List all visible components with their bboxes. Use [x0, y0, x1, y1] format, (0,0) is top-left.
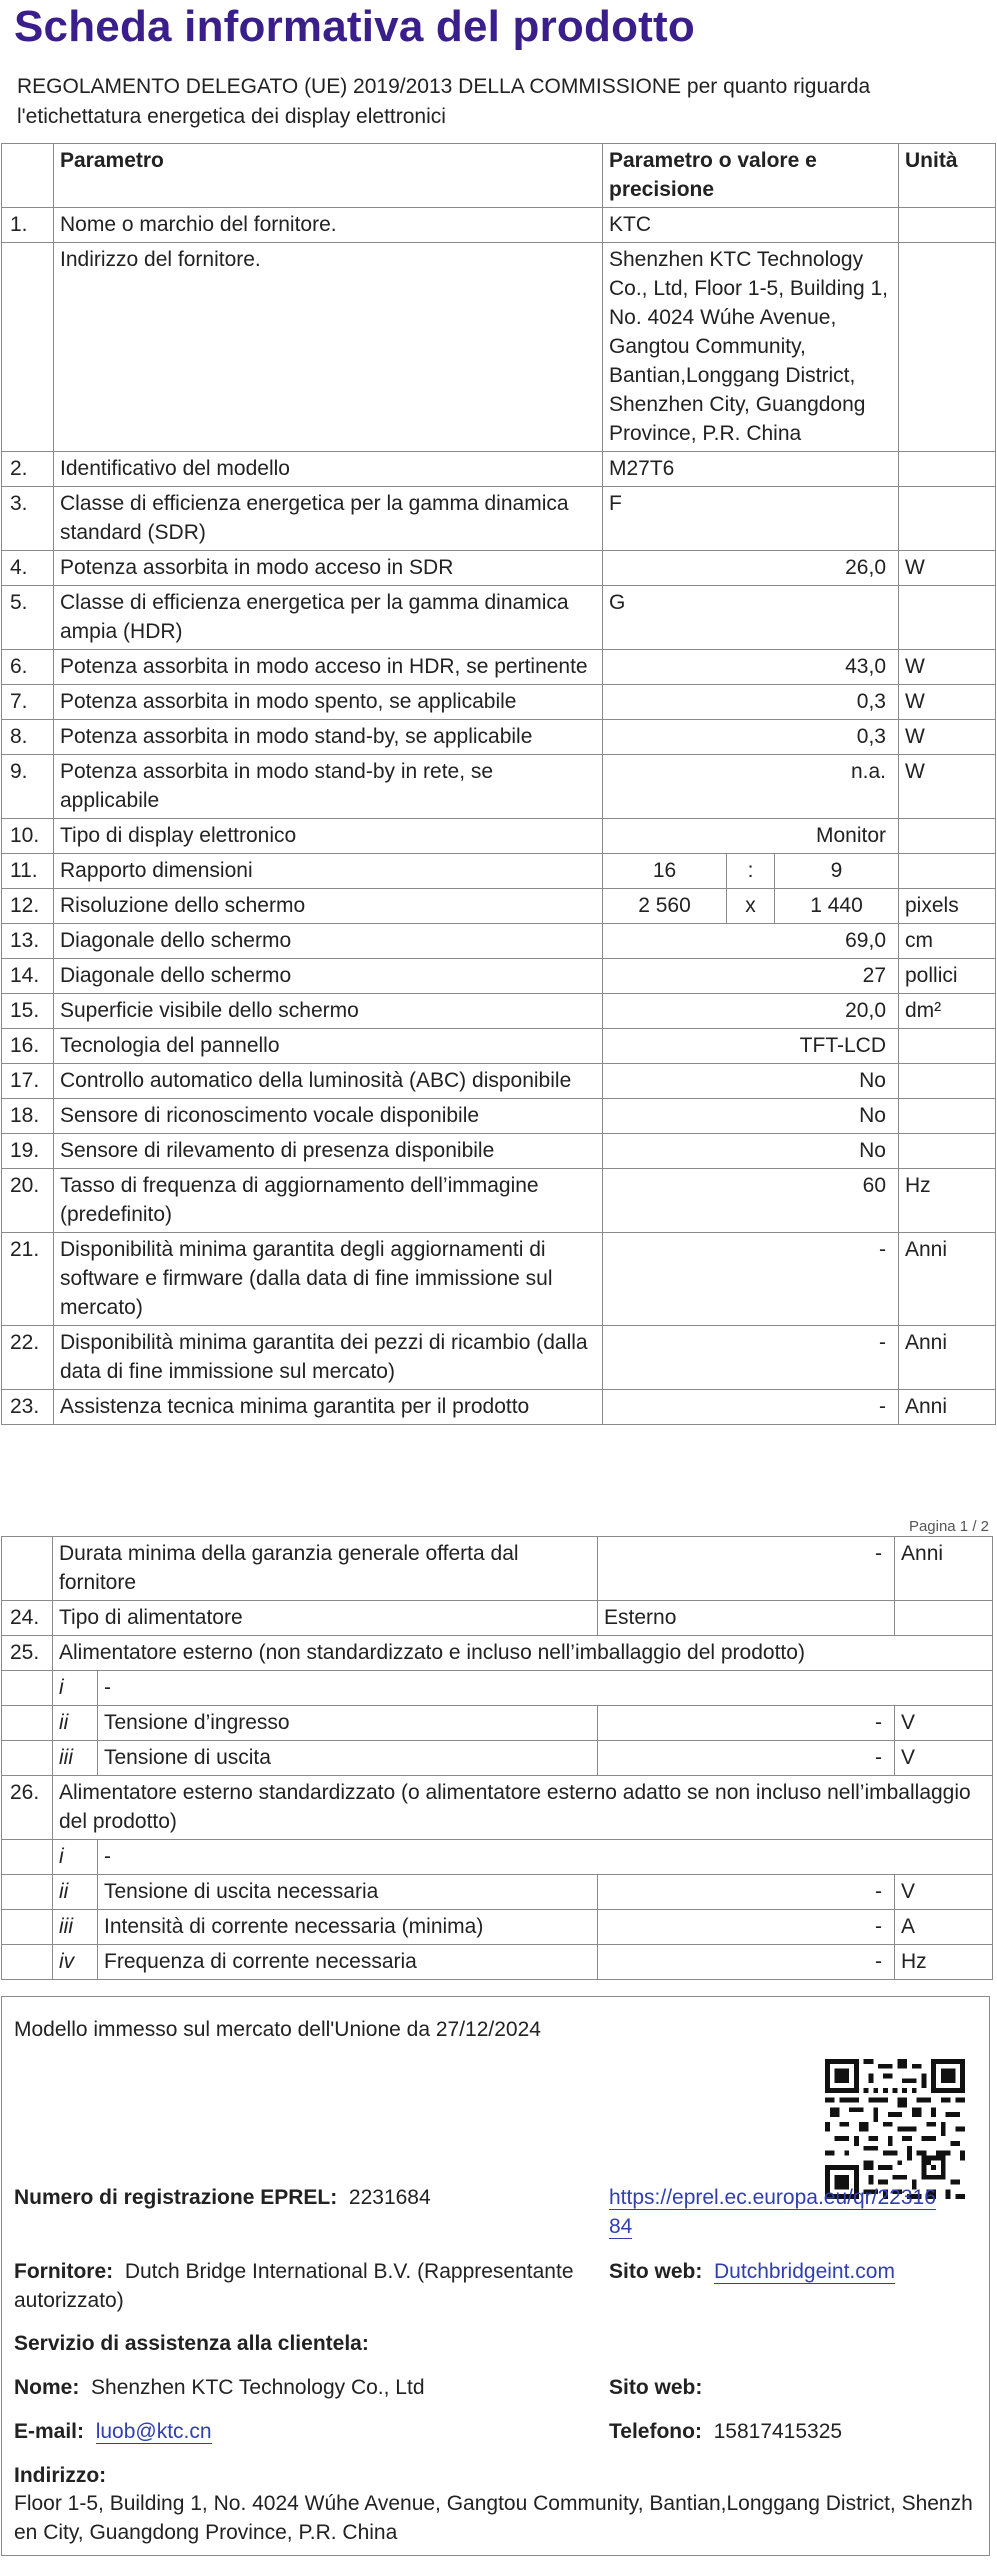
- row-number: [2, 1671, 53, 1706]
- sub-index: ii: [53, 1875, 98, 1910]
- service-website-label: Sito web:: [609, 2376, 703, 2399]
- sub-value: -: [598, 1706, 895, 1741]
- resolution-width: 2 560: [603, 889, 727, 924]
- sub-parameter: -: [98, 1671, 993, 1706]
- row-parameter: Controllo automatico della luminosità (ABC) disponibile: [54, 1064, 603, 1099]
- row-parameter: Classe di efficienza energetica per la gamma dinamica standard (SDR): [54, 487, 603, 551]
- row-value: M27T6: [603, 452, 899, 487]
- row-parameter: Rapporto dimensioni: [54, 854, 603, 889]
- table-row: [2, 819, 996, 854]
- sub-parameter: Tensione d’ingresso: [98, 1706, 598, 1741]
- qr-code-icon: [825, 2059, 965, 2199]
- parameters-table: [1, 143, 996, 1425]
- table-row: [2, 650, 996, 685]
- row-parameter: Durata minima della garanzia generale offerta dal fornitore: [53, 1537, 598, 1601]
- row-unit: [899, 586, 996, 650]
- sub-value: -: [598, 1910, 895, 1945]
- row-number: 12.: [2, 889, 54, 924]
- row-unit: [899, 487, 996, 551]
- row-parameter: Classe di efficienza energetica per la gamma dinamica ampia (HDR): [54, 586, 603, 650]
- row-number: 17.: [2, 1064, 54, 1099]
- row-value: -: [603, 1390, 899, 1425]
- row-unit: [899, 854, 996, 889]
- address-label: Indirizzo:: [14, 2464, 107, 2487]
- row-unit: Anni: [899, 1390, 996, 1425]
- row-parameter: Disponibilità minima garantita degli aggiornamenti di software e firmware (dalla data di fine immissione sul mercato): [54, 1233, 603, 1326]
- row-number: [2, 1537, 53, 1601]
- table-row: [2, 1326, 996, 1390]
- eprel-label: Numero di registrazione EPREL:: [14, 2186, 338, 2209]
- row-value: 0,3: [603, 685, 899, 720]
- row-unit: [895, 1601, 993, 1636]
- sub-index: i: [53, 1671, 98, 1706]
- row-number: 6.: [2, 650, 54, 685]
- resolution-separator: x: [727, 889, 775, 924]
- eprel-link-wrap: [609, 2183, 939, 2241]
- sub-parameter: -: [98, 1840, 993, 1875]
- row-number: 23.: [2, 1390, 54, 1425]
- power-supply-table: [1, 1536, 993, 1980]
- row-value: n.a.: [603, 755, 899, 819]
- row-number: [2, 1840, 53, 1875]
- row-number: [2, 243, 54, 452]
- row-parameter: Potenza assorbita in modo spento, se applicabile: [54, 685, 603, 720]
- row-number: 4.: [2, 551, 54, 586]
- row-unit: W: [899, 720, 996, 755]
- row-parameter: Diagonale dello schermo: [54, 924, 603, 959]
- row-value: 69,0: [603, 924, 899, 959]
- row-value: Shenzhen KTC Technology Co., Ltd, Floor 1-5, Building 1, No. 4024 Wúhe Avenue, Gangtou Community, Bantian,Longgang District, Shenzhen City, Guangdong Province, P.R. China: [603, 243, 899, 452]
- name-label: Nome:: [14, 2376, 80, 2399]
- phone-line: [609, 2417, 842, 2446]
- row-number: 26.: [2, 1776, 53, 1840]
- row-unit: W: [899, 551, 996, 586]
- row-unit: [899, 1134, 996, 1169]
- row-value: 43,0: [603, 650, 899, 685]
- row-number: 19.: [2, 1134, 54, 1169]
- eprel-line: [14, 2183, 431, 2212]
- sub-value: -: [598, 1875, 895, 1910]
- table-row: [2, 1233, 996, 1326]
- sub-row: [2, 1840, 993, 1875]
- row-value: No: [603, 1134, 899, 1169]
- row-number: [2, 1945, 53, 1980]
- row-value: -: [603, 1326, 899, 1390]
- row-number: [2, 1741, 53, 1776]
- row-unit: [899, 243, 996, 452]
- row-parameter: Potenza assorbita in modo stand-by, se applicabile: [54, 720, 603, 755]
- row-number: 20.: [2, 1169, 54, 1233]
- row-number: 16.: [2, 1029, 54, 1064]
- row-number: 22.: [2, 1326, 54, 1390]
- sub-unit: V: [895, 1875, 993, 1910]
- row-parameter: Assistenza tecnica minima garantita per il prodotto: [54, 1390, 603, 1425]
- sub-parameter: Frequenza di corrente necessaria: [98, 1945, 598, 1980]
- row-unit: [899, 1029, 996, 1064]
- row-number: 10.: [2, 819, 54, 854]
- row-value: TFT-LCD: [603, 1029, 899, 1064]
- sub-value: -: [598, 1945, 895, 1980]
- row-parameter: Tipo di alimentatore: [53, 1601, 598, 1636]
- row-value: 60: [603, 1169, 899, 1233]
- supplier-value: Dutch Bridge International B.V. (Rappresentante autorizzato): [14, 2260, 574, 2312]
- row-unit: Hz: [899, 1169, 996, 1233]
- table-row: [2, 487, 996, 551]
- sub-row: [2, 1671, 993, 1706]
- row-number: 8.: [2, 720, 54, 755]
- page-number: Pagina 1 / 2: [908, 1518, 989, 1535]
- page-title: Scheda informativa del prodotto: [14, 2, 695, 51]
- phone-label: Telefono:: [609, 2420, 702, 2443]
- row-unit: W: [899, 755, 996, 819]
- row-parameter: Nome o marchio del fornitore.: [54, 208, 603, 243]
- row-value: -: [598, 1537, 895, 1601]
- row-parameter: Indirizzo del fornitore.: [54, 243, 603, 452]
- row-value: G: [603, 586, 899, 650]
- row-number: 14.: [2, 959, 54, 994]
- table-row: [2, 1636, 993, 1671]
- row-number: 13.: [2, 924, 54, 959]
- row-unit: [899, 208, 996, 243]
- row-parameter: Potenza assorbita in modo acceso in HDR, se pertinente: [54, 650, 603, 685]
- row-value: Monitor: [603, 819, 899, 854]
- row-parameter: Superficie visibile dello schermo: [54, 994, 603, 1029]
- service-name-line: [14, 2373, 425, 2402]
- sub-row: [2, 1910, 993, 1945]
- table-row: [2, 208, 996, 243]
- resolution-height: 1 440: [775, 889, 899, 924]
- address-value: Floor 1-5, Building 1, No. 4024 Wúhe Avenue, Gangtou Community, Bantian,Longgang District, Shenzhen City, Guangdong Province, P.R. China: [14, 2492, 973, 2544]
- eprel-link[interactable]: https://eprel.ec.europa.eu/qr/2231684: [609, 2186, 936, 2238]
- sub-row: [2, 1706, 993, 1741]
- table-row: [2, 924, 996, 959]
- name-value: Shenzhen KTC Technology Co., Ltd: [91, 2376, 425, 2399]
- num-header: [2, 144, 54, 208]
- row-number: [2, 1910, 53, 1945]
- aspect-height: 9: [775, 854, 899, 889]
- sub-row: [2, 1741, 993, 1776]
- table-row: [2, 551, 996, 586]
- row-parameter: Alimentatore esterno (non standardizzato e incluso nell’imballaggio del prodotto): [53, 1636, 993, 1671]
- row-value: KTC: [603, 208, 899, 243]
- table-row: [2, 1601, 993, 1636]
- unit-header: Unità: [899, 144, 996, 208]
- row-number: 1.: [2, 208, 54, 243]
- table-row: [2, 1776, 993, 1840]
- row-parameter: Sensore di riconoscimento vocale disponibile: [54, 1099, 603, 1134]
- email-link[interactable]: luob@ktc.cn: [95, 2420, 212, 2443]
- email-line: [14, 2417, 212, 2446]
- website-link[interactable]: Dutchbridgeint.com: [714, 2260, 895, 2283]
- table-row: [2, 1064, 996, 1099]
- row-number: [2, 1706, 53, 1741]
- table-row: [2, 994, 996, 1029]
- regulation-subtitle: REGOLAMENTO DELEGATO (UE) 2019/2013 DELLA COMMISSIONE per quanto riguarda l'etichettatura energetica dei display elettronici: [17, 75, 871, 128]
- table-row: [2, 685, 996, 720]
- row-number: 7.: [2, 685, 54, 720]
- row-parameter: Tipo di display elettronico: [54, 819, 603, 854]
- sub-parameter: Intensità di corrente necessaria (minima): [98, 1910, 598, 1945]
- row-parameter: Tasso di frequenza di aggiornamento dell’immagine (predefinito): [54, 1169, 603, 1233]
- sub-row: [2, 1875, 993, 1910]
- table-row: [2, 452, 996, 487]
- row-number: 2.: [2, 452, 54, 487]
- row-parameter: Identificativo del modello: [54, 452, 603, 487]
- row-unit: Anni: [899, 1233, 996, 1326]
- row-number: 5.: [2, 586, 54, 650]
- row-parameter: Sensore di rilevamento di presenza disponibile: [54, 1134, 603, 1169]
- row-number: 11.: [2, 854, 54, 889]
- table-row: [2, 755, 996, 819]
- table-row: [2, 1099, 996, 1134]
- value-header: Parametro o valore e precisione: [603, 144, 899, 208]
- row-unit: pollici: [899, 959, 996, 994]
- sub-index: i: [53, 1840, 98, 1875]
- supplier-label: Fornitore:: [14, 2260, 114, 2283]
- table-row: [2, 586, 996, 650]
- table-row: [2, 720, 996, 755]
- table-row: [2, 1134, 996, 1169]
- table-header-row: [2, 144, 996, 208]
- row-unit: pixels: [899, 889, 996, 924]
- row-unit: Anni: [899, 1326, 996, 1390]
- row-unit: dm²: [899, 994, 996, 1029]
- sub-unit: Hz: [895, 1945, 993, 1980]
- row-parameter: Potenza assorbita in modo stand-by in rete, se applicabile: [54, 755, 603, 819]
- table-row: [2, 1390, 996, 1425]
- supplier-line: [14, 2257, 584, 2315]
- website-label: Sito web:: [609, 2260, 703, 2283]
- table-row: [2, 1029, 996, 1064]
- row-value: F: [603, 487, 899, 551]
- email-label: E-mail:: [14, 2420, 85, 2443]
- row-value: No: [603, 1099, 899, 1134]
- aspect-width: 16: [603, 854, 727, 889]
- table-row: [2, 243, 996, 452]
- sub-index: ii: [53, 1706, 98, 1741]
- market-date-text: Modello immesso sul mercato dell'Unione da 27/12/2024: [14, 2018, 541, 2041]
- row-unit: [899, 819, 996, 854]
- website-line: [609, 2257, 895, 2286]
- row-value: 27: [603, 959, 899, 994]
- row-number: 21.: [2, 1233, 54, 1326]
- row-parameter: Alimentatore esterno standardizzato (o alimentatore esterno adatto se non incluso nell’imballaggio del prodotto): [53, 1776, 993, 1840]
- row-parameter: Diagonale dello schermo: [54, 959, 603, 994]
- row-unit: [899, 1099, 996, 1134]
- sub-unit: A: [895, 1910, 993, 1945]
- customer-service-title: Servizio di assistenza alla clientela:: [14, 2332, 369, 2355]
- row-value: Esterno: [598, 1601, 895, 1636]
- row-unit: [899, 1064, 996, 1099]
- table-row: [2, 1169, 996, 1233]
- table-row: [2, 1537, 993, 1601]
- sub-unit: V: [895, 1741, 993, 1776]
- table-row: [2, 854, 996, 889]
- row-value: 26,0: [603, 551, 899, 586]
- row-number: [2, 1875, 53, 1910]
- row-number: 25.: [2, 1636, 53, 1671]
- row-value: 20,0: [603, 994, 899, 1029]
- sub-parameter: Tensione di uscita: [98, 1741, 598, 1776]
- row-value: 0,3: [603, 720, 899, 755]
- sub-unit: V: [895, 1706, 993, 1741]
- row-number: 3.: [2, 487, 54, 551]
- row-parameter: Risoluzione dello schermo: [54, 889, 603, 924]
- row-parameter: Potenza assorbita in modo acceso in SDR: [54, 551, 603, 586]
- row-unit: Anni: [895, 1537, 993, 1601]
- row-value: No: [603, 1064, 899, 1099]
- row-unit: W: [899, 685, 996, 720]
- row-number: 18.: [2, 1099, 54, 1134]
- row-number: 9.: [2, 755, 54, 819]
- row-parameter: Tecnologia del pannello: [54, 1029, 603, 1064]
- row-number: 24.: [2, 1601, 53, 1636]
- sub-value: -: [598, 1741, 895, 1776]
- sub-row: [2, 1945, 993, 1980]
- param-header: Parametro: [54, 144, 603, 208]
- table-row: [2, 889, 996, 924]
- phone-value: 15817415325: [713, 2420, 843, 2443]
- row-unit: W: [899, 650, 996, 685]
- row-parameter: Disponibilità minima garantita dei pezzi di ricambio (dalla data di fine immissione sul mercato): [54, 1326, 603, 1390]
- row-unit: [899, 452, 996, 487]
- row-unit: cm: [899, 924, 996, 959]
- row-value: -: [603, 1233, 899, 1326]
- table-row: [2, 959, 996, 994]
- row-number: 15.: [2, 994, 54, 1029]
- aspect-separator: :: [727, 854, 775, 889]
- sub-index: iii: [53, 1910, 98, 1945]
- sub-index: iii: [53, 1741, 98, 1776]
- sub-parameter: Tensione di uscita necessaria: [98, 1875, 598, 1910]
- sub-index: iv: [53, 1945, 98, 1980]
- registration-box: [1, 1996, 990, 2556]
- eprel-number: 2231684: [348, 2186, 431, 2209]
